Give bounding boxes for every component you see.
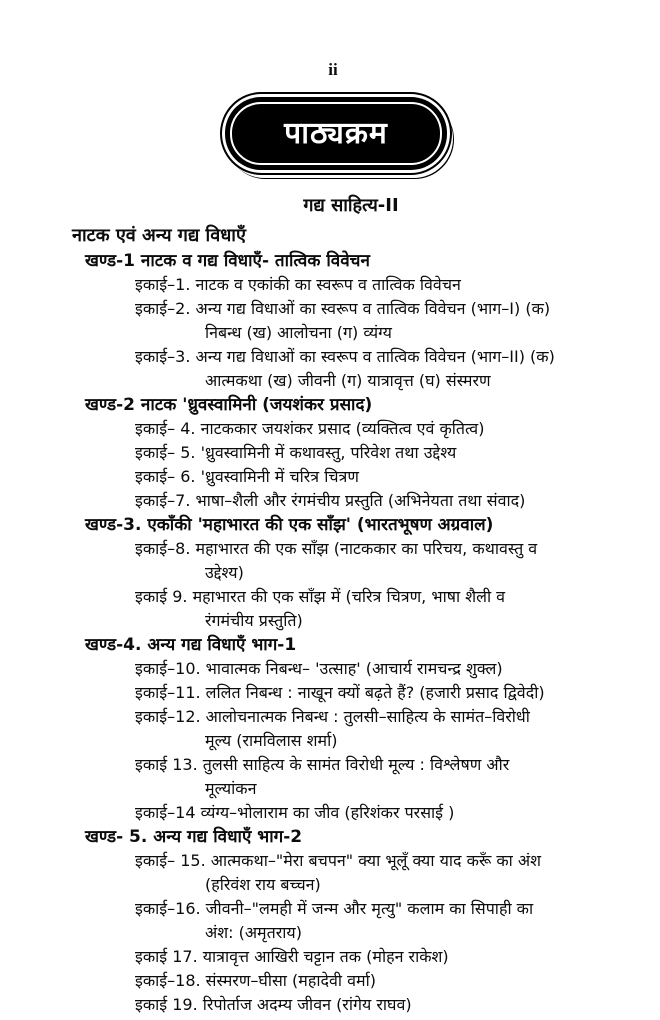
unit-continuation-line: (हरिवंश राय बच्चन) (205, 875, 321, 894)
unit-continuation-line: मूल्यांकन (205, 779, 257, 798)
banner-outline (220, 92, 452, 175)
unit-line: इकाई 17. यात्रावृत्त आखिरी चट्टान तक (मोहन राकेश) (135, 947, 449, 966)
main-heading: नाटक एवं अन्य गद्य विधाएँ (72, 225, 246, 246)
section (72, 393, 600, 513)
course-subtitle: गद्य साहित्य-II (303, 195, 399, 216)
section-heading: खण्ड-2 नाटक 'ध्रुवस्वामिनी (जयशंकर प्रसाद) (85, 395, 373, 415)
unit-continuation-line: निबन्ध (ख) आलोचना (ग) व्यंग्य (205, 323, 392, 342)
unit-line: इकाई–2. अन्य गद्य विधाओं का स्वरूप व तात्विक विवेचन (भाग–I) (क) (135, 299, 551, 318)
banner-title: पाठ्यक्रम (284, 116, 388, 151)
section-heading: खण्ड-3. एकाँकी 'महाभारत की एक साँझ' (भारतभूषण अग्रवाल) (85, 515, 494, 535)
section (72, 513, 600, 633)
unit-line: इकाई– 15. आत्मकथा–"मेरा बचपन" क्या भूलूँ क्या याद करूँ का अंश (135, 851, 541, 870)
banner-fill (225, 97, 447, 170)
unit-line: इकाई–1. नाटक व एकांकी का स्वरूप व तात्विक विवेचन (135, 275, 461, 294)
unit-continuation-line: रंगमंचीय प्रस्तुति) (205, 611, 303, 630)
unit-continuation-line: अंश: (अमृतराय) (205, 923, 302, 942)
section (72, 249, 600, 393)
unit-line: इकाई– 6. 'ध्रुवस्वामिनी में चरित्र चित्रण (135, 467, 359, 486)
unit-line: इकाई–11. ललित निबन्ध : नाखून क्यों बढ़ते हैं? (हजारी प्रसाद द्विवेदी) (135, 683, 545, 702)
banner-inner-ring (230, 102, 442, 165)
section-heading: खण्ड-1 नाटक व गद्य विधाएँ- तात्विक विवेचन (85, 251, 370, 271)
unit-line: इकाई 9. महाभारत की एक साँझ में (चरित्र चित्रण, भाषा शैली व (135, 587, 506, 606)
unit-continuation-line: आत्मकथा (ख) जीवनी (ग) यात्रावृत्त (घ) संस्मरण (205, 371, 491, 390)
unit-line: इकाई–12. आलोचनात्मक निबन्ध : तुलसी–साहित्य के सामंत–विरोधी (135, 707, 530, 726)
unit-line: इकाई–8. महाभारत की एक साँझ (नाटककार का परिचय, कथावस्तु व (135, 539, 538, 558)
unit-continuation-line: उद्देश्य) (205, 563, 244, 582)
unit-line: इकाई–3. अन्य गद्य विधाओं का स्वरूप व तात्विक विवेचन (भाग–II) (क) (135, 347, 555, 366)
unit-line: इकाई–18. संस्मरण–घीसा (महादेवी वर्मा) (135, 971, 376, 990)
syllabus-banner (72, 92, 600, 175)
unit-line: इकाई 19. रिपोर्ताज अदम्य जीवन (रांगेय राघव) (135, 995, 412, 1014)
unit-continuation-line: मूल्य (रामविलास शर्मा) (205, 731, 338, 750)
unit-line: इकाई–7. भाषा–शैली और रंगमंचीय प्रस्तुति (अभिनेयता तथा संवाद) (135, 491, 526, 510)
unit-line: इकाई– 5. 'ध्रुवस्वामिनी में कथावस्तु, परिवेश तथा उद्देश्य (135, 443, 457, 462)
unit-line: इकाई–14 व्यंग्य–भोलाराम का जीव (हरिशंकर परसाई ) (135, 803, 455, 822)
section-heading: खण्ड-4. अन्य गद्य विधाएँ भाग-1 (85, 635, 297, 655)
page-number: ii (328, 60, 338, 79)
unit-line: इकाई–10. भावात्मक निबन्ध– 'उत्साह' (आचार्य रामचन्द्र शुक्ल) (135, 659, 503, 678)
syllabus-sections (72, 249, 600, 1017)
unit-line: इकाई 13. तुलसी साहित्य के सामंत विरोधी मूल्य : विश्लेषण और (135, 755, 510, 774)
section-heading: खण्ड- 5. अन्य गद्य विधाएँ भाग-2 (85, 827, 303, 847)
unit-line: इकाई–16. जीवनी–"लमही में जन्म और मृत्यु" कलाम का सिपाही का (135, 899, 534, 918)
unit-line: इकाई– 4. नाटककार जयशंकर प्रसाद (व्यक्तित्व एवं कृतित्व) (135, 419, 485, 438)
section (72, 825, 600, 1017)
section (72, 633, 600, 825)
